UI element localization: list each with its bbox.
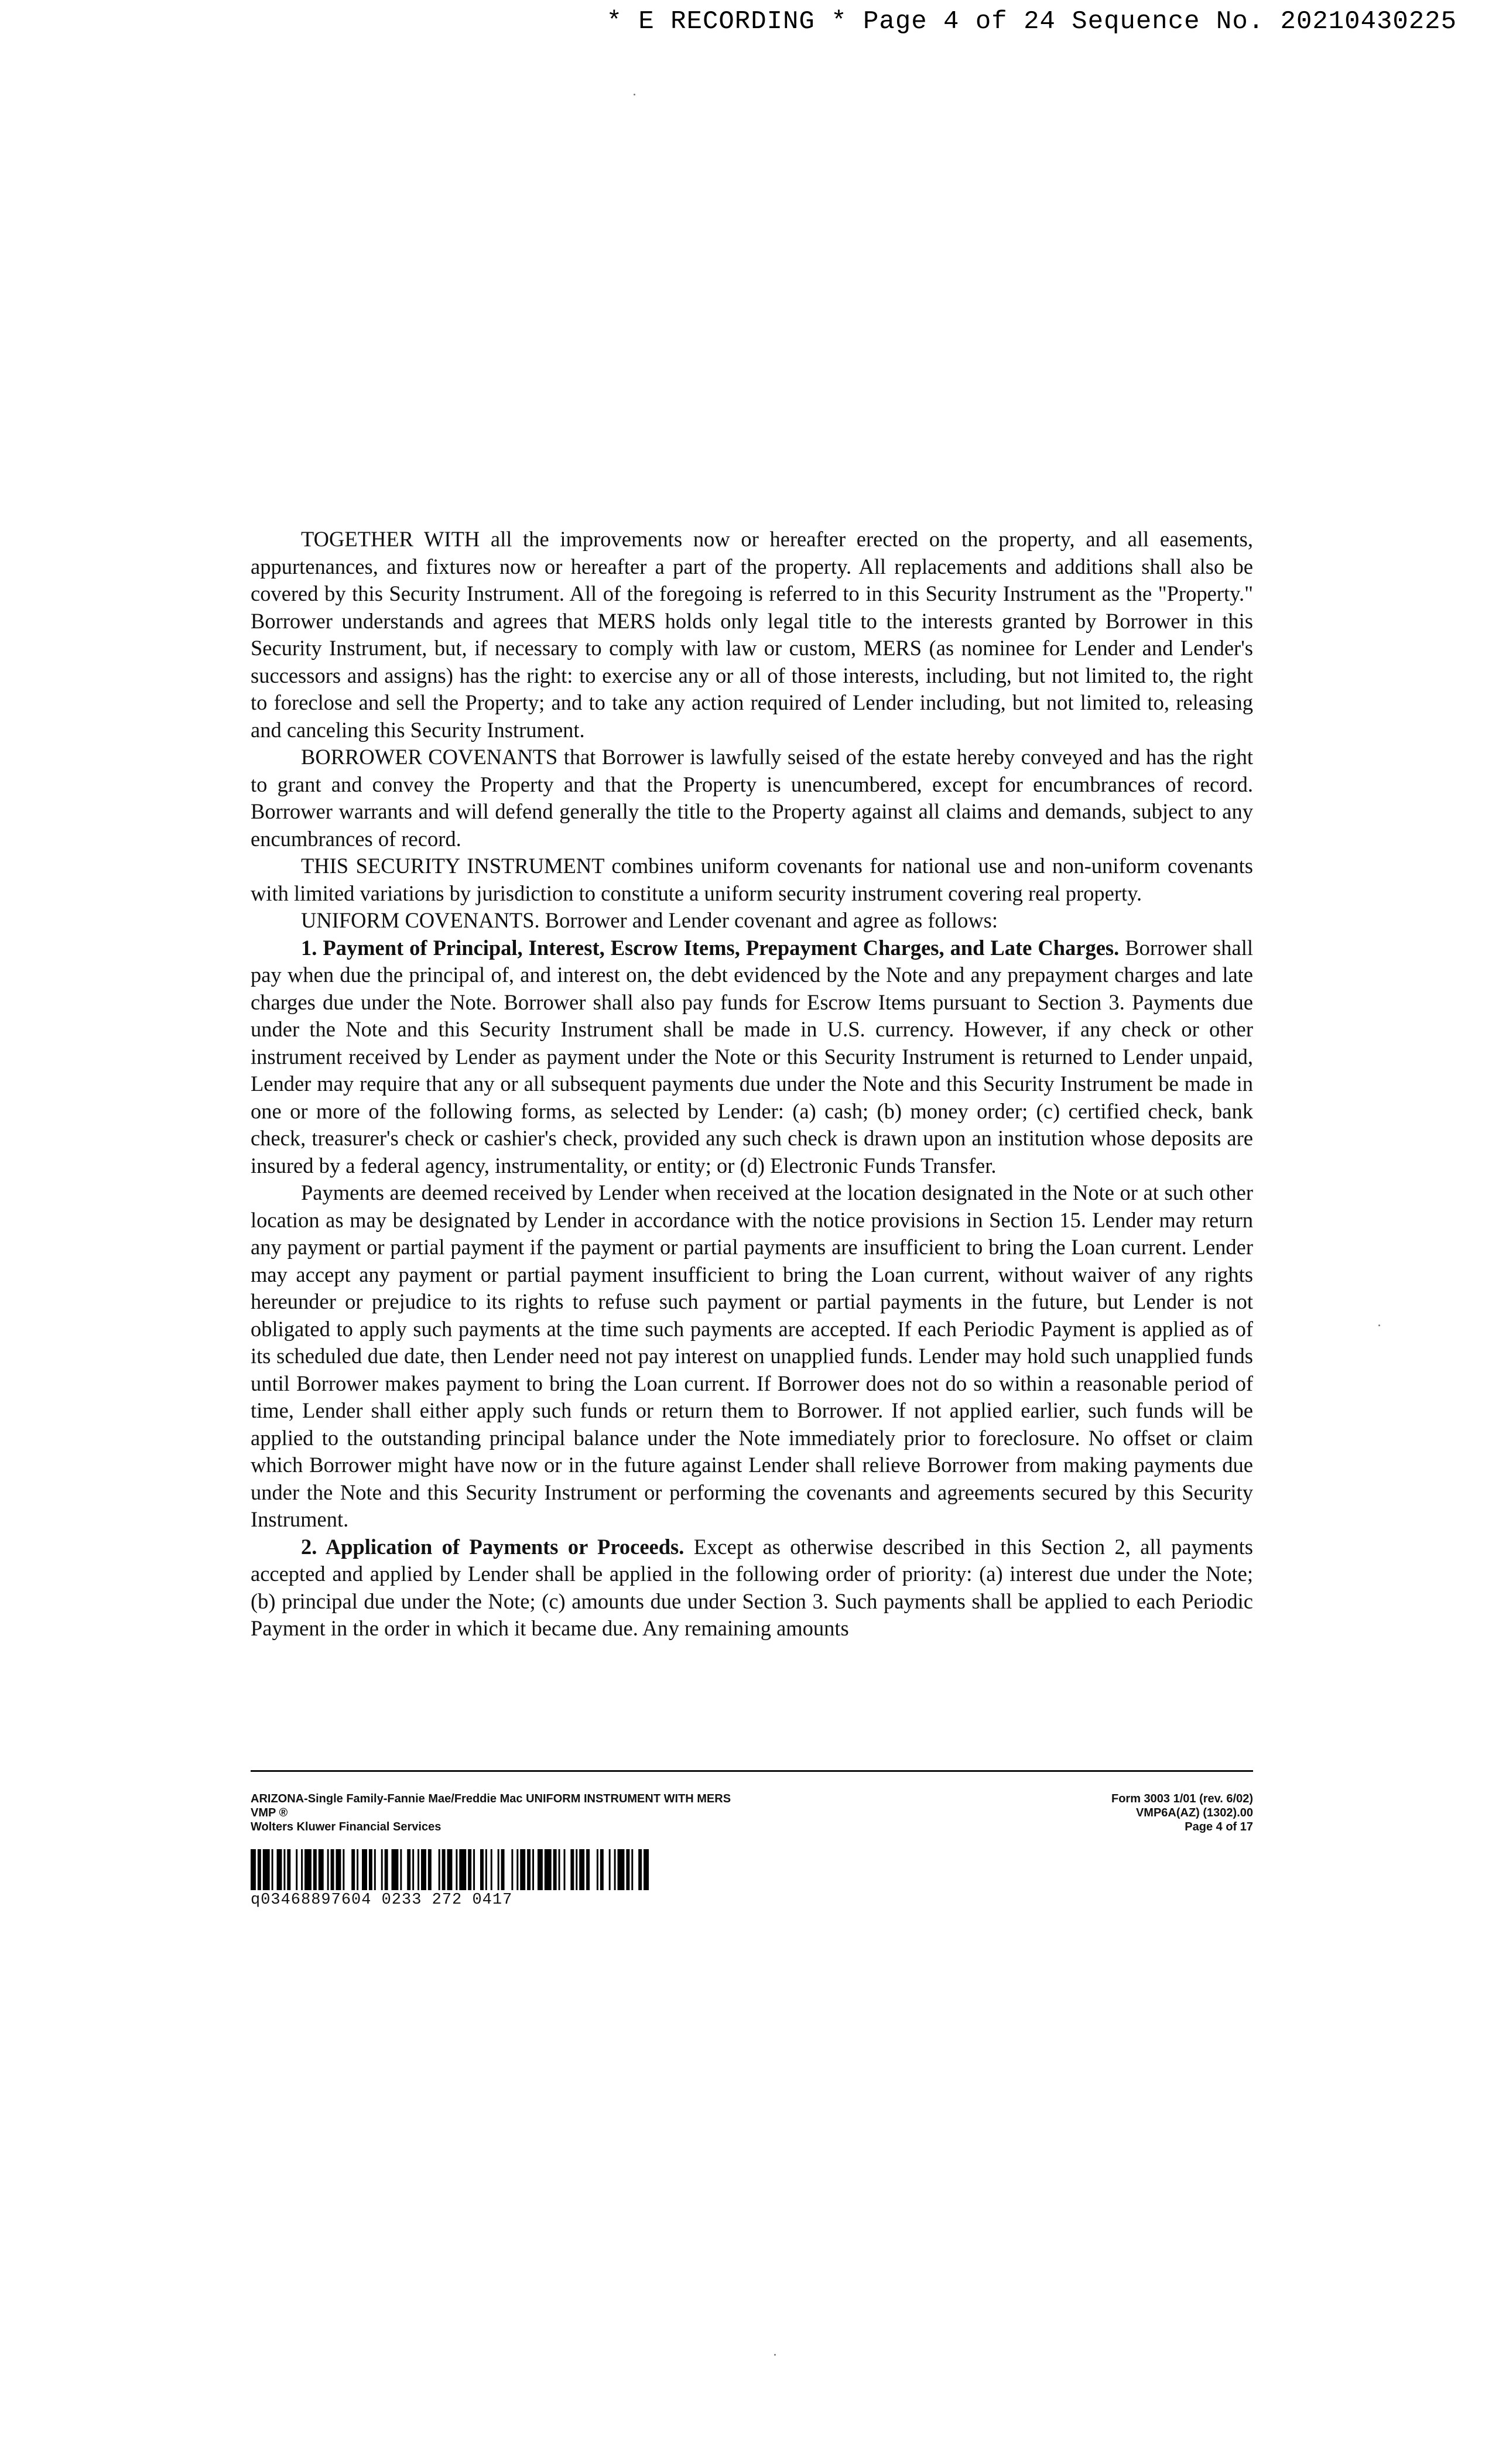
payments-deemed-paragraph: Payments are deemed received by Lender when received at the location designated in the Note or at such other location as may be designated by Lender in accordance with the notice provisions in Section 15. Lender may return any payment or partial payment if the payment or partial payments are insufficient to bring the Loan current. Lender may accept any payment or partial payment insufficient to bring the Loan current, without waiver of any rights hereunder or prejudice to its rights to refuse such payment or partial payments in the future, but Lender is not obligated to apply such payments at the time such payments are accepted. If each Periodic Payment is applied as of its scheduled due date, then Lender need not pay interest on unapplied funds. Lender may hold such unapplied funds until Borrower makes payment to bring the Loan current. If Borrower does not do so within a reasonable period of time, Lender shall either apply such funds or return them to Borrower. If not applied earlier, such funds will be applied to the outstanding principal balance under the Note immediately prior to foreclosure. No offset or claim which Borrower might have now or in the future against Lender shall relieve Borrower from making payments due under the Note and this Security Instrument or performing the covenants and agreements secured by this Security Instrument. <box>251 1180 1253 1531</box>
scan-speck <box>774 2354 776 2356</box>
document-body <box>251 526 1253 1642</box>
scan-speck <box>634 94 635 95</box>
section-2-text: Except as otherwise described in this Section 2, all payments accepted and applied by Lender shall be applied in the following order of priority: (a) interest due under the Note; (b) principal due under the Note; (c) amounts due under Section 3. Such payments shall be applied to each Periodic Payment in the order in which it became due. Any remaining amounts <box>251 1534 1253 1640</box>
footer-page-count: Page 4 of 17 <box>1185 1820 1253 1833</box>
footer-vmp-code: VMP6A(AZ) (1302).00 <box>1135 1806 1253 1819</box>
barcode-image <box>251 1849 649 1890</box>
footer-vmp-mark: VMP ® <box>251 1806 288 1819</box>
footer-publisher: Wolters Kluwer Financial Services <box>251 1820 442 1833</box>
together-with-paragraph: TOGETHER WITH all the improvements now or hereafter erected on the property, and all easements, appurtenances, and fixtures now or hereafter a part of the property. All replacements and additions shall also be covered by this Security Instrument. All of the foregoing is referred to in this Security Instrument as the "Property." Borrower understands and agrees that MERS holds only legal title to the interests granted by Borrower in this Security Instrument, but, if necessary to comply with law or custom, MERS (as nominee for Lender and Lender's successors and assigns) has the right: to exercise any or all of those interests, including, but not limited to, the right to foreclose and sell the Property; and to take any action required of Lender including, but not limited to, releasing and canceling this Security Instrument. <box>251 527 1253 742</box>
footer-form-description <box>251 1792 731 1834</box>
barcode-block <box>251 1849 649 1909</box>
footer-form-number <box>1111 1792 1253 1834</box>
borrower-covenants-paragraph: BORROWER COVENANTS that Borrower is lawfully seised of the estate hereby conveyed and has the right to grant and convey the Property and that the Property is unencumbered, except for encumbrances of record. Borrower warrants and will defend generally the title to the Property against all claims and demands, subject to any encumbrances of record. <box>251 745 1253 851</box>
section-1-paragraph <box>251 935 1253 1180</box>
section-2-paragraph <box>251 1534 1253 1642</box>
footer-form-id: Form 3003 1/01 (rev. 6/02) <box>1111 1792 1253 1805</box>
security-instrument-paragraph: THIS SECURITY INSTRUMENT combines uniform covenants for national use and non-uniform covenants with limited variations by jurisdiction to constitute a uniform security instrument covering real property. <box>251 854 1253 905</box>
footer-divider <box>251 1770 1253 1772</box>
uniform-covenants-paragraph: UNIFORM COVENANTS. Borrower and Lender covenant and agree as follows: <box>301 908 998 932</box>
section-1-text: Borrower shall pay when due the principal of, and interest on, the debt evidenced by the Note and any prepayment charges and late charges due under the Note. Borrower shall also pay funds for Escrow Items pursuant to Section 3. Payments due under the Note and this Security Instrument shall be made in U.S. currency. However, if any check or other instrument received by Lender as payment under the Note or this Security Instrument is returned to Lender unpaid, Lender may require that any or all subsequent payments due under the Note and this Security Instrument be made in one or more of the following forms, as selected by Lender: (a) cash; (b) money order; (c) certified check, bank check, treasurer's check or cashier's check, provided any such check is drawn upon an institution whose deposits are insured by a federal agency, instrumentality, or entity; or (d) Electronic Funds Transfer. <box>251 935 1254 1178</box>
scan-speck <box>1378 1325 1380 1326</box>
section-1-title: 1. Payment of Principal, Interest, Escrow Items, Prepayment Charges, and Late Charges. <box>301 935 1120 960</box>
footer-form-title: ARIZONA-Single Family-Fannie Mae/Freddie Mac UNIFORM INSTRUMENT WITH MERS <box>251 1792 731 1805</box>
barcode-number: q03468897604 0233 272 0417 <box>251 1891 513 1909</box>
section-2-title: 2. Application of Payments or Proceeds. <box>301 1534 685 1559</box>
recording-header: * E RECORDING * Page 4 of 24 Sequence No. 20210430225 <box>606 7 1457 36</box>
